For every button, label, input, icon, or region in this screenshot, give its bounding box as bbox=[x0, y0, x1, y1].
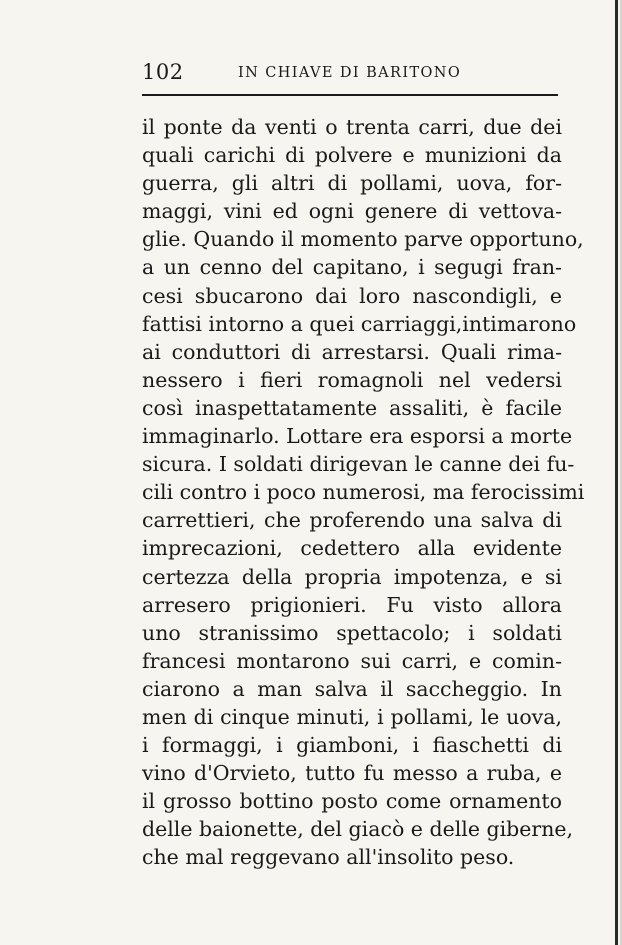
text-line: il ponte da venti o trenta carri, due dei bbox=[142, 115, 562, 139]
text-line: ciarono a man salva il saccheggio. In bbox=[142, 676, 562, 701]
text-line: guerra, gli altri di pollami, uova, for- bbox=[142, 171, 562, 196]
text-line: vino d'Orvieto, tutto fu messo a ruba, e bbox=[142, 761, 562, 786]
text-line: glie. Quando il momento parve opportuno, bbox=[142, 227, 584, 252]
running-title: IN CHIAVE DI BARITONO bbox=[238, 65, 462, 81]
text-line: quali carichi di polvere e munizioni da bbox=[142, 143, 562, 168]
text-line: fattisi intorno a quei carriaggi,intimarono bbox=[142, 311, 577, 336]
page-edge-shadow bbox=[615, 0, 618, 945]
text-line: arresero prigionieri. Fu visto allora bbox=[142, 592, 562, 617]
text-line-last: che mal reggevano all'insolito peso. bbox=[142, 845, 515, 870]
text-line: maggi, vini ed ogni genere di vettova- bbox=[142, 199, 562, 224]
body-text bbox=[142, 113, 585, 872]
text-line: sicura. I soldati dirigevan le canne dei fu- bbox=[142, 452, 575, 477]
page-number: 102 bbox=[142, 60, 184, 84]
text-line: immaginarlo. Lottare era esporsi a morte bbox=[142, 424, 573, 449]
text-line: uno stranissimo spettacolo; i soldati bbox=[142, 620, 562, 645]
text-line: certezza della propria impotenza, e si bbox=[142, 564, 562, 589]
text-line: il grosso bottino posto come ornamento bbox=[142, 789, 562, 814]
text-line: imprecazioni, cedettero alla evidente bbox=[142, 536, 562, 561]
text-line: a un cenno del capitano, i segugi fran- bbox=[142, 255, 562, 280]
text-line: nessero i fieri romagnoli nel vedersi bbox=[142, 367, 562, 392]
page-header bbox=[142, 58, 558, 88]
text-line: francesi montarono sui carri, e comin- bbox=[142, 648, 562, 673]
text-line: men di cinque minuti, i pollami, le uova, bbox=[142, 704, 562, 729]
text-line: delle baionette, del giacò e delle giberne, bbox=[142, 817, 574, 842]
text-line: così inaspettatamente assaliti, è facile bbox=[142, 395, 562, 420]
text-line: ai conduttori di arrestarsi. Quali rima- bbox=[142, 339, 562, 364]
text-line: i formaggi, i giamboni, i fiaschetti di bbox=[142, 733, 562, 758]
text-line: cesi sbucarono dai loro nascondigli, e bbox=[142, 283, 562, 308]
text-line: carrettieri, che proferendo una salva di bbox=[142, 508, 562, 533]
text-line: cili contro i poco numerosi, ma ferocissimi bbox=[142, 480, 585, 505]
header-rule bbox=[142, 94, 558, 96]
